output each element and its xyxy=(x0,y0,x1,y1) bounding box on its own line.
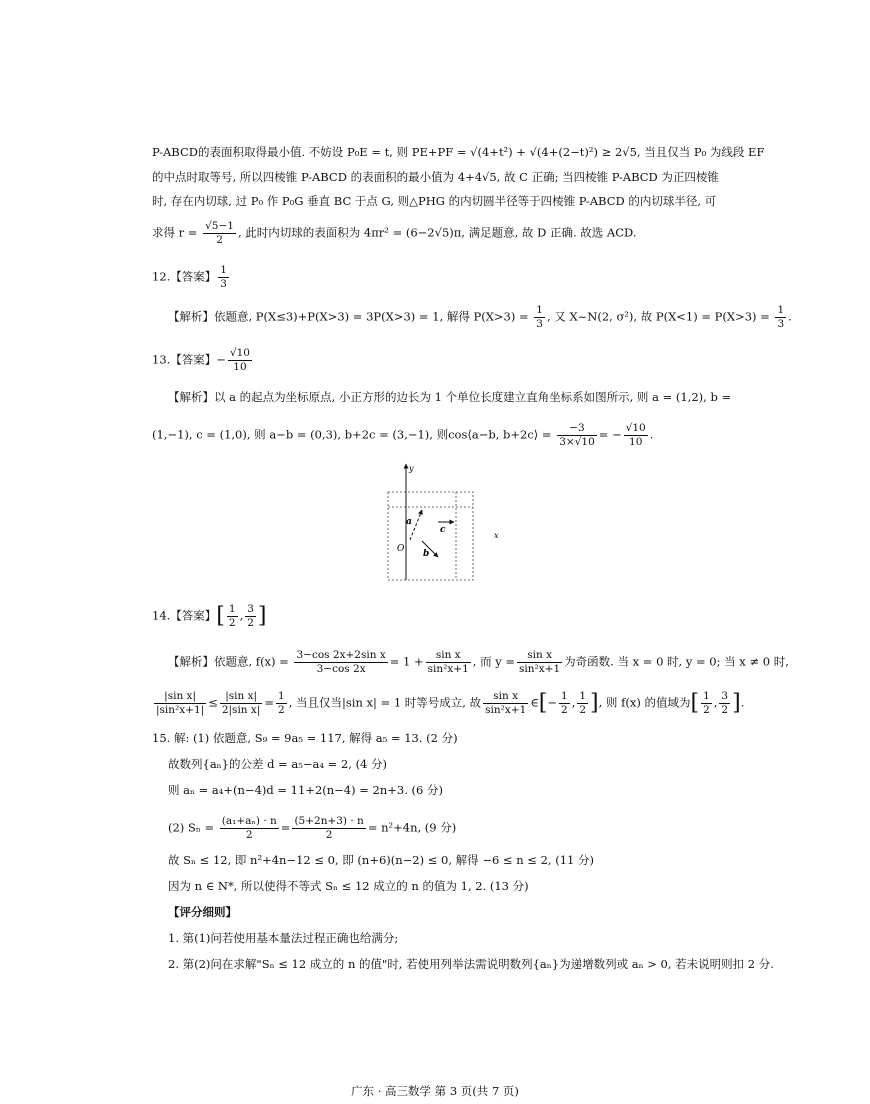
page-footer: 广东 · 高三数学 第 3 页(共 7 页) xyxy=(351,1084,519,1098)
text-segment: , 则 f(x) 的值域为 xyxy=(598,695,691,710)
q15-line: 则 aₙ = a₄+(n−4)d = 11+2(n−4) = 2n+3. (6 分) xyxy=(168,783,443,797)
denominator: sin²x+1 xyxy=(427,663,469,675)
answer-fraction xyxy=(227,603,238,630)
fraction xyxy=(517,649,562,676)
vector-diagram xyxy=(380,462,510,584)
numerator: 1 xyxy=(228,603,236,615)
text-segment: , 此时内切球的表面积为 4πr² = (6−2√5)π, 满足题意, 故 D 正确. 故选 ACD. xyxy=(237,225,637,240)
text-segment: (2) Sₙ = xyxy=(168,820,215,835)
text-segment: = 1 + xyxy=(389,654,424,669)
numerator: 1 xyxy=(220,264,227,276)
answer-label: 12.【答案】 xyxy=(152,269,217,284)
fraction xyxy=(559,690,570,717)
fraction xyxy=(220,815,279,842)
sign: − xyxy=(216,352,226,367)
denominator: 2 xyxy=(703,704,710,716)
text-segment: , 又 X~N(2, σ²), 故 P(X<1) = P(X>3) = xyxy=(546,309,770,324)
text-segment: (1,−1), c = (1,0), 则 a−b = (0,3), b+2c = (3,−1), 则cos⟨a−b, b+2c⟩ = xyxy=(152,427,552,442)
fraction xyxy=(557,422,597,449)
fraction xyxy=(534,304,545,331)
denominator: 10 xyxy=(629,436,643,448)
q15-line: 15. 解: (1) 依题意, S₉ = 9a₅ = 117, 解得 a₅ = 13. (2 分) xyxy=(152,731,458,745)
sign: − xyxy=(547,695,557,710)
text-segment: = xyxy=(280,820,291,835)
text-line xyxy=(152,144,764,160)
denominator: 2 xyxy=(228,617,236,629)
vector-b-label: b xyxy=(423,549,430,559)
numerator: sin x xyxy=(517,649,562,663)
fraction xyxy=(276,690,287,717)
q14-answer-line: 14.【答案】[ $\frac{1}{2}$ , $\frac{3}{2}$ ] xyxy=(152,603,267,629)
numerator: (5+2n+3) · n xyxy=(294,815,364,827)
q15-line: 因为 n ∈ N*, 所以使得不等式 Sₙ ≤ 12 成立的 n 的值为 1, 2. (13 分) xyxy=(168,879,529,893)
numerator: √10 xyxy=(229,347,250,359)
text-segment: 为奇函数. 当 x = 0 时, y = 0; 当 x ≠ 0 时, xyxy=(564,654,789,669)
fraction xyxy=(220,690,263,717)
text-segment: = n²+4n, (9 分) xyxy=(367,820,457,835)
fraction xyxy=(203,220,236,247)
denominator: 2 xyxy=(325,829,333,841)
denominator: 2|sin x| xyxy=(221,704,261,716)
grading-rules-title: 【评分细则】 xyxy=(168,905,237,919)
q13-explanation-1: 【解析】以 a 的起点为坐标原点, 小正方形的边长为 1 个单位长度建立直角坐标系如图所示, 则 a = (1,2), b = xyxy=(168,390,732,404)
grid-outer xyxy=(388,492,473,580)
text-segment: . xyxy=(740,695,745,710)
numerator: √5−1 xyxy=(205,220,234,232)
denominator: 10 xyxy=(233,361,247,373)
denominator: sin²x+1 xyxy=(519,663,561,675)
text-segment: . xyxy=(788,309,792,324)
numerator: sin x xyxy=(483,690,528,704)
fraction xyxy=(701,690,712,717)
fraction xyxy=(154,690,206,717)
denominator: sin²x+1 xyxy=(485,704,527,716)
answer-label: 13.【答案】 xyxy=(152,352,217,367)
q15-line xyxy=(168,815,456,842)
text-line xyxy=(152,220,637,247)
denominator: 2 xyxy=(247,617,254,629)
numerator: 1 xyxy=(777,304,785,316)
q14-explanation-2: $\frac{\text{|sin x|}}{\text{|sin²x+1|}}$ ≤ $\frac{\text{|sin x|}}{\text{2|sin x|}}$ = $\frac{1}{2}$ , 当且仅当|sin x| = 1 时等号成立, 故 $\frac{\text{sin x}}{\text{sin²x+1}}$ ∈[− $\frac{1}{2}$ , $\frac{1}{2}$ ], 则 f(x) 的值域为[ $\frac{1}{2}$ , $\frac{3}{2}$ ]. xyxy=(156,690,745,716)
text-segment: 【解析】依题意, P(X≤3)+P(X>3) = 3P(X>3) = 1, 解得 P(X>3) = xyxy=(168,309,529,324)
answer-fraction xyxy=(228,347,252,374)
q13-explanation-2 xyxy=(152,422,653,449)
denominator: 2 xyxy=(579,704,587,716)
denominator: 3 xyxy=(220,278,227,290)
denominator: 2 xyxy=(721,704,729,716)
denominator: 3×√10 xyxy=(559,436,595,448)
denominator: 3−cos 2x xyxy=(316,663,366,675)
fraction xyxy=(483,690,528,717)
fraction xyxy=(775,304,786,331)
math-expression: √(4+t²) + √(4+(2−t)²) ≥ 2√5 xyxy=(470,145,637,159)
numerator: 3 xyxy=(247,603,254,615)
answer-label: 14.【答案】 xyxy=(152,608,217,623)
q15-line: 故数列{aₙ}的公差 d = a₅−a₄ = 2, (4 分) xyxy=(168,757,388,771)
fraction xyxy=(624,422,648,449)
q12-answer-line xyxy=(152,264,231,291)
q12-explanation xyxy=(168,304,792,331)
q14-explanation-1 xyxy=(168,649,789,676)
vector-c-label: c xyxy=(440,525,446,535)
numerator: 1 xyxy=(561,690,568,702)
text-segment: 求得 r = xyxy=(152,225,198,240)
text-segment: , 当且仅当 P₀ 为线段 EF xyxy=(636,145,765,159)
numerator: 3 xyxy=(721,690,729,702)
denominator: 2 xyxy=(278,704,285,716)
denominator: 3 xyxy=(777,318,785,330)
text-segment: . xyxy=(649,427,654,442)
numerator: 1 xyxy=(579,690,587,702)
denominator: 2 xyxy=(561,704,568,716)
denominator: 2 xyxy=(216,234,223,246)
text-line: 的中点时取等号, 所以四棱锥 P-ABCD 的表面积的最小值为 4+4√5, 故 C 正确; 当四棱锥 P-ABCD 为正四棱锥 xyxy=(152,170,719,184)
origin-label: O xyxy=(397,544,405,554)
text-segment: 【解析】依题意, f(x) = xyxy=(168,654,289,669)
numerator: |sin x| xyxy=(154,690,206,704)
vector-a-label: a xyxy=(406,517,412,527)
numerator: 3−cos 2x+2sin x xyxy=(296,649,386,661)
separator: , xyxy=(239,608,244,623)
fraction xyxy=(577,690,588,717)
y-axis-label: y xyxy=(409,464,414,473)
fraction xyxy=(426,649,471,676)
x-axis-label: x xyxy=(494,531,499,540)
numerator: |sin x| xyxy=(220,690,263,704)
numerator: −3 xyxy=(557,422,597,436)
grading-rule: 1. 第(1)问若使用基本量法过程正确也给满分; xyxy=(168,931,399,945)
answer-fraction xyxy=(245,603,256,630)
fraction xyxy=(719,690,730,717)
numerator: (a₁+aₙ) · n xyxy=(221,815,277,827)
text-segment: ≤ xyxy=(208,695,218,710)
q13-answer-line xyxy=(152,347,254,374)
text-segment: ∈ xyxy=(530,695,539,710)
numerator: 1 xyxy=(536,304,543,316)
fraction xyxy=(292,815,365,842)
text-segment: , 而 y = xyxy=(472,654,516,669)
denominator: 3 xyxy=(536,318,543,330)
numerator: sin x xyxy=(426,649,471,663)
denominator: 2 xyxy=(245,829,253,841)
q15-line: 故 Sₙ ≤ 12, 即 n²+4n−12 ≤ 0, 即 (n+6)(n−2) ≤ 0, 解得 −6 ≤ n ≤ 2, (11 分) xyxy=(168,853,594,867)
denominator: |sin²x+1| xyxy=(156,704,205,716)
answer-fraction xyxy=(218,264,229,291)
text-segment: = xyxy=(264,695,275,710)
numerator: √10 xyxy=(625,422,646,434)
text-segment: P-ABCD的表面积取得最小值. 不妨设 P₀E = t, 则 PE+PF = xyxy=(152,145,467,159)
numerator: 1 xyxy=(703,690,710,702)
text-segment: , 当且仅当|sin x| = 1 时等号成立, 故 xyxy=(288,695,482,710)
grading-rule: 2. 第(2)问在求解"Sₙ ≤ 12 成立的 n 的值"时, 若使用列举法需说明数列{aₙ}为递增数列或 aₙ > 0, 若未说明则扣 2 分. xyxy=(168,957,774,971)
fraction xyxy=(294,649,387,676)
numerator: 1 xyxy=(278,690,285,702)
text-segment: = − xyxy=(598,427,622,442)
text-line: 时, 存在内切球, 过 P₀ 作 P₀G 垂直 BC 于点 G, 则△PHG 的内切圆半径等于四棱锥 P-ABCD 的内切球半径, 可 xyxy=(152,194,717,208)
